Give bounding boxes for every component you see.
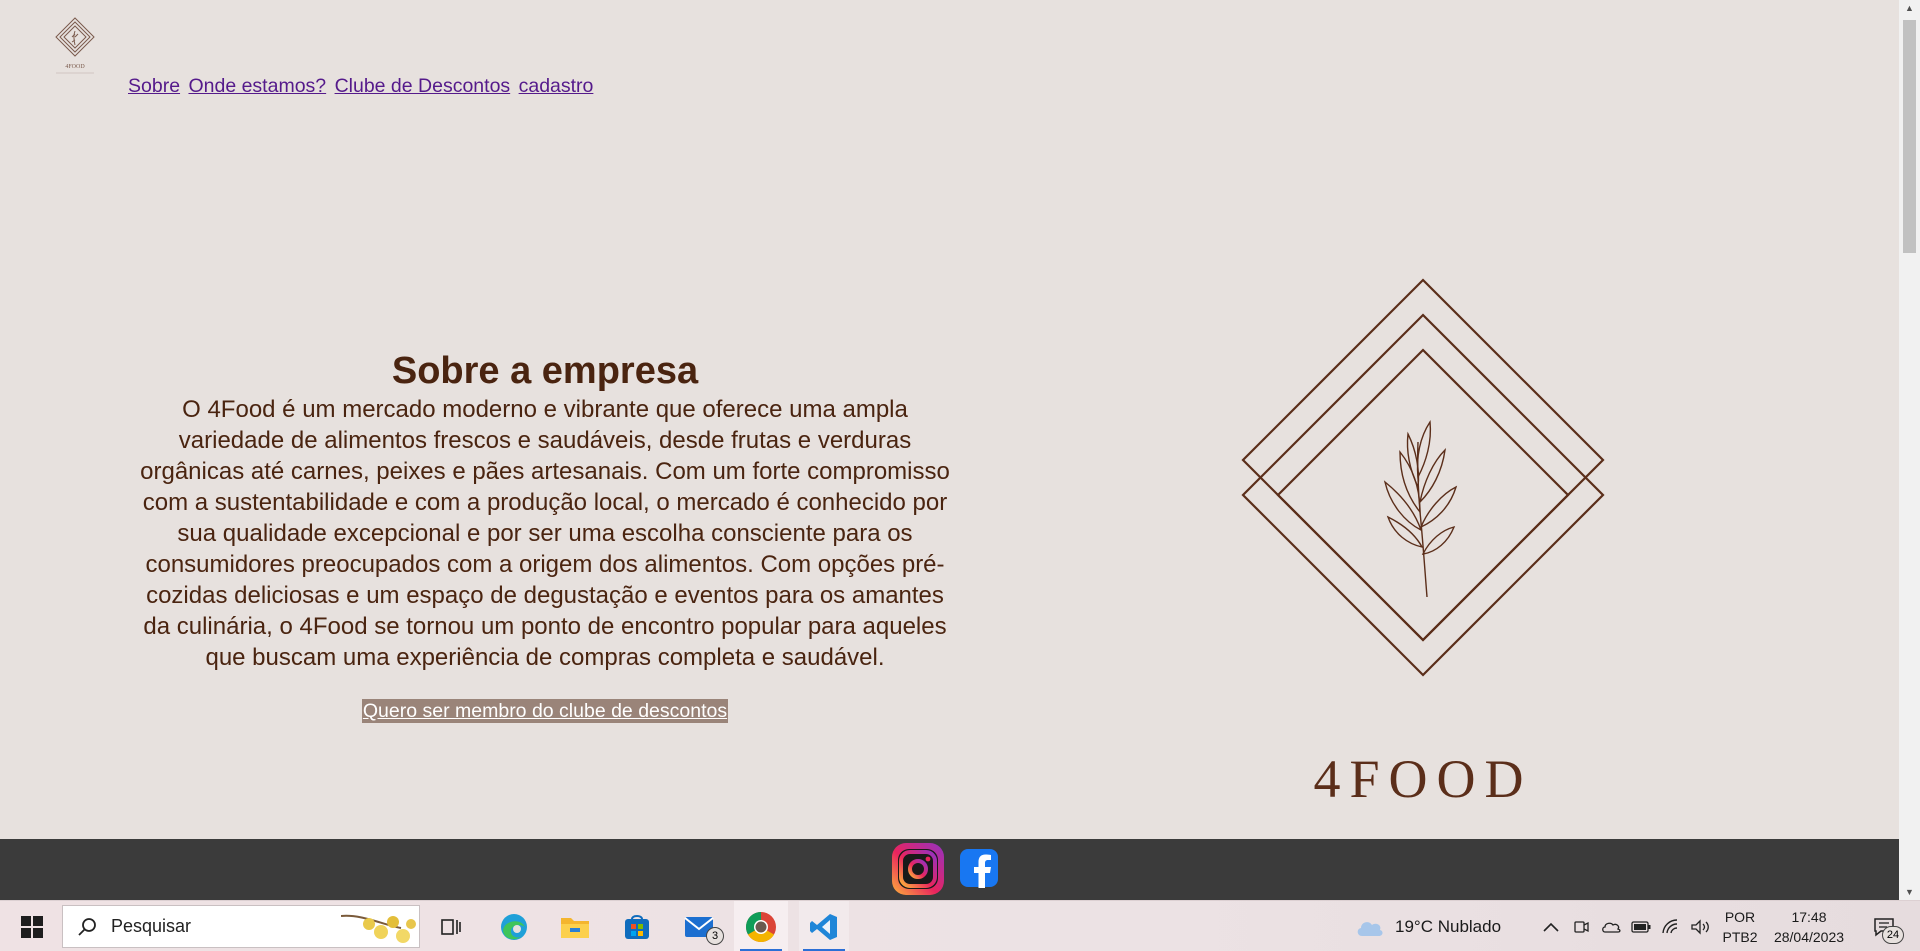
nav-link-sobre[interactable]: Sobre (128, 75, 181, 97)
taskbar-store[interactable] (617, 901, 657, 951)
store-icon (623, 913, 651, 941)
keyboard-layout: PTB2 (1722, 928, 1758, 945)
about-title: Sobre a empresa (391, 350, 699, 392)
weather-text: 19°C Nublado (1395, 916, 1502, 936)
onedrive-cloud-icon (1601, 920, 1621, 934)
taskbar-chrome[interactable] (734, 901, 788, 951)
scroll-up-arrow-icon[interactable]: ▲ (1905, 3, 1914, 13)
cloud-icon (1355, 916, 1385, 938)
folder-icon (560, 914, 590, 940)
logo-small-text: 4FOOD (65, 64, 85, 70)
start-button[interactable] (12, 901, 52, 951)
nav-link-clube-de-descontos[interactable]: Clube de Descontos (334, 75, 511, 97)
search-highlight-image (341, 906, 419, 948)
nav-link-onde-estamos[interactable]: Onde estamos? (188, 75, 327, 97)
facebook-icon[interactable] (959, 848, 999, 888)
taskbar-edge[interactable] (494, 901, 534, 951)
logo-large-text: 4FOOD (1313, 749, 1533, 809)
camera-icon (1573, 919, 1589, 935)
tray-wifi[interactable] (1660, 901, 1682, 951)
nav-link-cadastro[interactable]: cadastro (518, 75, 594, 97)
battery-icon (1631, 921, 1651, 933)
clock[interactable] (1766, 901, 1852, 951)
leaf-icon (1385, 422, 1456, 597)
show-hidden-icons-button[interactable] (1540, 901, 1562, 951)
windows-logo-icon (21, 916, 43, 938)
task-view-button[interactable] (434, 901, 468, 951)
join-club-button[interactable]: Quero ser membro do clube de descontos (362, 700, 728, 722)
vscode-icon (809, 912, 839, 942)
about-body: O 4Food é um mercado moderno e vibrante que oferece uma ampla variedade de alimentos frescos e saudáveis, desde frutas e verduras orgânicas até carnes, peixes e pães artesanais. Com um forte compromisso com a sustentabilidade e com a produção local, o mercado é conhecido por sua qualidade excepcional e por ser uma escolha consciente para os consumidores preocupados com a origem dos alimentos. Com opções pré-cozidas deliciosas e um espaço de degustação e eventos para os amantes da culinária, o 4Food se tornou um ponto de encontro popular para aqueles que buscam uma experiência de compras completa e saudável. (140, 396, 950, 671)
scrollbar-thumb[interactable] (1903, 20, 1916, 253)
notification-badge: 24 (1882, 926, 1904, 944)
search-icon (77, 917, 97, 937)
tray-onedrive[interactable] (1600, 901, 1622, 951)
taskbar-search-input[interactable] (62, 905, 420, 948)
tray-battery[interactable] (1630, 901, 1652, 951)
about-section (130, 348, 960, 723)
main-nav (128, 75, 596, 98)
tray-volume[interactable] (1689, 901, 1711, 951)
language-indicator[interactable] (1717, 901, 1763, 951)
clock-date: 28/04/2023 (1773, 928, 1845, 945)
notification-center-button[interactable] (1864, 901, 1904, 951)
edge-icon (499, 912, 529, 942)
task-view-icon (440, 916, 462, 938)
scroll-down-arrow-icon[interactable]: ▼ (1905, 887, 1914, 897)
logo-large (1230, 272, 1615, 812)
mail-badge: 3 (706, 927, 724, 945)
instagram-icon[interactable] (891, 842, 945, 896)
search-placeholder: Pesquisar (111, 916, 192, 936)
taskbar-file-explorer[interactable] (555, 901, 595, 951)
logo-small[interactable] (50, 14, 100, 78)
weather-widget[interactable] (1355, 901, 1515, 951)
wifi-icon (1661, 919, 1681, 935)
taskbar-vscode[interactable] (799, 901, 849, 951)
language-code: POR (1724, 908, 1756, 925)
clock-time: 17:48 (1791, 908, 1827, 925)
taskbar-mail[interactable] (679, 901, 723, 951)
chevron-up-icon (1543, 922, 1559, 932)
tray-meet[interactable] (1571, 901, 1591, 951)
footer (0, 839, 1899, 900)
windows-taskbar (0, 900, 1920, 951)
speaker-icon (1690, 919, 1710, 935)
chrome-icon (745, 911, 777, 943)
